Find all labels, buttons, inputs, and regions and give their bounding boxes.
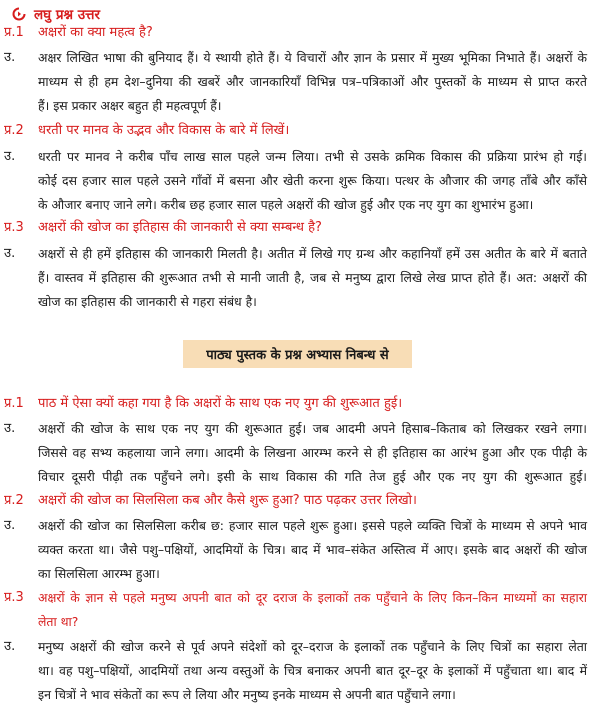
answer-line: मनुष्य अक्षरों की खोज करने से पूर्व अपने संदेशों को दूर–दराज के इलाकों तक पहुँचाने के लिए चित्रों का सहारा लेता	[38, 639, 587, 654]
answer-line: का सिलसिला आरम्भ हुआ।	[38, 566, 160, 581]
question-label: प्र.3	[4, 590, 24, 605]
question-text: अक्षरों की खोज का इतिहास की जानकारी से क्या सम्बन्ध है?	[38, 220, 322, 235]
answer-label: उ.	[4, 518, 16, 533]
answer-line: धरती पर मानव ने करीब पाँच लाख साल पहले जन्म लिया। तभी से उसके क्रमिक विकास की प्रक्रिया प्रारंभ हो गई।	[38, 149, 587, 164]
answer-line: माध्यम से ही हम देश–दुनिया की खबरें और जानकारियाँ विभिन्न पत्र–पत्रिकाओं और पुस्तकों के माध्यम से प्राप्त करते	[38, 74, 587, 89]
answer-line: हैं। वास्तव में इतिहास की शुरूआत तभी से मानी जाती है, जब से मनुष्य द्वारा लिखे लेख प्राप्त होते हैं। अत: अक्षरों की	[38, 270, 587, 285]
answer-label: उ.	[4, 246, 16, 261]
answer-line: था। वह पशु–पक्षियों, आदमियों तथा अन्य वस्तुओं के चित्र बनाकर अपनी बात दूर–दूर के इलाकों में पहुँचाता था। बाद में	[38, 663, 587, 678]
answer-line: खोज का इतिहास की जानकारी से गहरा संबंध है।	[38, 294, 257, 309]
question-label: प्र.1	[4, 25, 24, 40]
answer-label: उ.	[4, 421, 16, 436]
answer-line: जिससे वह सभ्य कहलाया जाने लगा। आदमी के लिखना आरम्भ करने से ही इतिहास का आरंभ हुआ और एक पीढ़ी के	[38, 445, 587, 460]
question-text: पाठ में ऐसा क्यों कहा गया है कि अक्षरों के साथ एक नए युग की शुरूआत हुई।	[38, 396, 403, 411]
section-heading-title: लघु प्रश्न उत्तर	[34, 7, 101, 23]
answer-line: के औजार बनाए जाने लगे। करीब छह हजार साल पहले अक्षरों की खोज हुई और एक नए युग का शुभारंभ हुआ।	[38, 197, 534, 212]
question-text: अक्षरों के ज्ञान से पहले मनुष्य अपनी बात को दूर दराज के इलाकों तक पहुँचाने के लिए किन–किन माध्यमों का सहारा	[38, 590, 587, 605]
exercise-banner	[183, 340, 412, 368]
question-text: धरती पर मानव के उद्भव और विकास के बारे में लिखें।	[38, 123, 290, 138]
answer-line: विचार दूसरी पीढ़ी तक पहुँचने लगे। इसी के साथ विकास की गति तेज हुई और एक नए युग की शुरूआत हुई।	[38, 469, 587, 484]
answer-line: हैं। इस प्रकार अक्षर बहुत ही महत्वपूर्ण हैं।	[38, 98, 222, 113]
question-text: लेता था?	[38, 614, 79, 629]
answer-label: उ.	[4, 639, 16, 654]
question-label: प्र.3	[4, 220, 24, 235]
circle-arrow-icon	[12, 7, 26, 21]
question-label: प्र.1	[4, 396, 24, 411]
answer-line: व्यक्त करता था। जैसे पशु–पक्षियों, आदमियों के चित्र। बाद में भाव–संकेत अस्तित्व में आए। इसके बाद अक्षरों की खोज	[38, 542, 587, 557]
question-label: प्र.2	[4, 493, 24, 508]
answer-line: कोई दस हजार साल पहले उसने गाँवों में बसना और खेती करना शुरू किया। पत्थर के औजार की जगह ताँबे और काँसे	[38, 173, 587, 188]
answer-line: अक्षरों से ही हमें इतिहास की जानकारी मिलती है। अतीत में लिखे गए ग्रन्थ और कहानियाँ हमें उस अतीत के बारे में बताते	[38, 246, 587, 261]
question-text: अक्षरों की खोज का सिलसिला कब और कैसे शुरू हुआ? पाठ पढ़कर उत्तर लिखो।	[38, 493, 417, 508]
answer-label: उ.	[4, 50, 16, 65]
answer-line: अक्षरों की खोज के साथ एक नए युग की शुरूआत हुई। जब आदमी अपने हिसाब–किताब को लिखकर रखने लगा।	[38, 421, 587, 436]
question-label: प्र.2	[4, 123, 24, 138]
answer-label: उ.	[4, 149, 16, 164]
answer-line: अक्षरों की खोज का सिलसिला करीब छ: हजार साल पहले शुरू हुआ। इससे पहले व्यक्ति चित्रों के माध्यम से अपने भाव	[38, 518, 587, 533]
question-text: अक्षरों का क्या महत्व है?	[38, 25, 153, 40]
exercise-banner-title: पाठ्य पुस्तक के प्रश्न अभ्यास निबन्ध से	[206, 348, 389, 363]
answer-line: इन चित्रों ने भाव संकेतों का रूप ले लिया और मनुष्य इनके माध्यम से अपनी बात पहुँचाने लगा।	[38, 687, 456, 702]
answer-line: अक्षर लिखित भाषा की बुनियाद हैं। ये स्थायी होते हैं। ये विचारों और ज्ञान के प्रसार में मुख्य भूमिका निभाते हैं। अक्षरों के	[38, 50, 587, 65]
